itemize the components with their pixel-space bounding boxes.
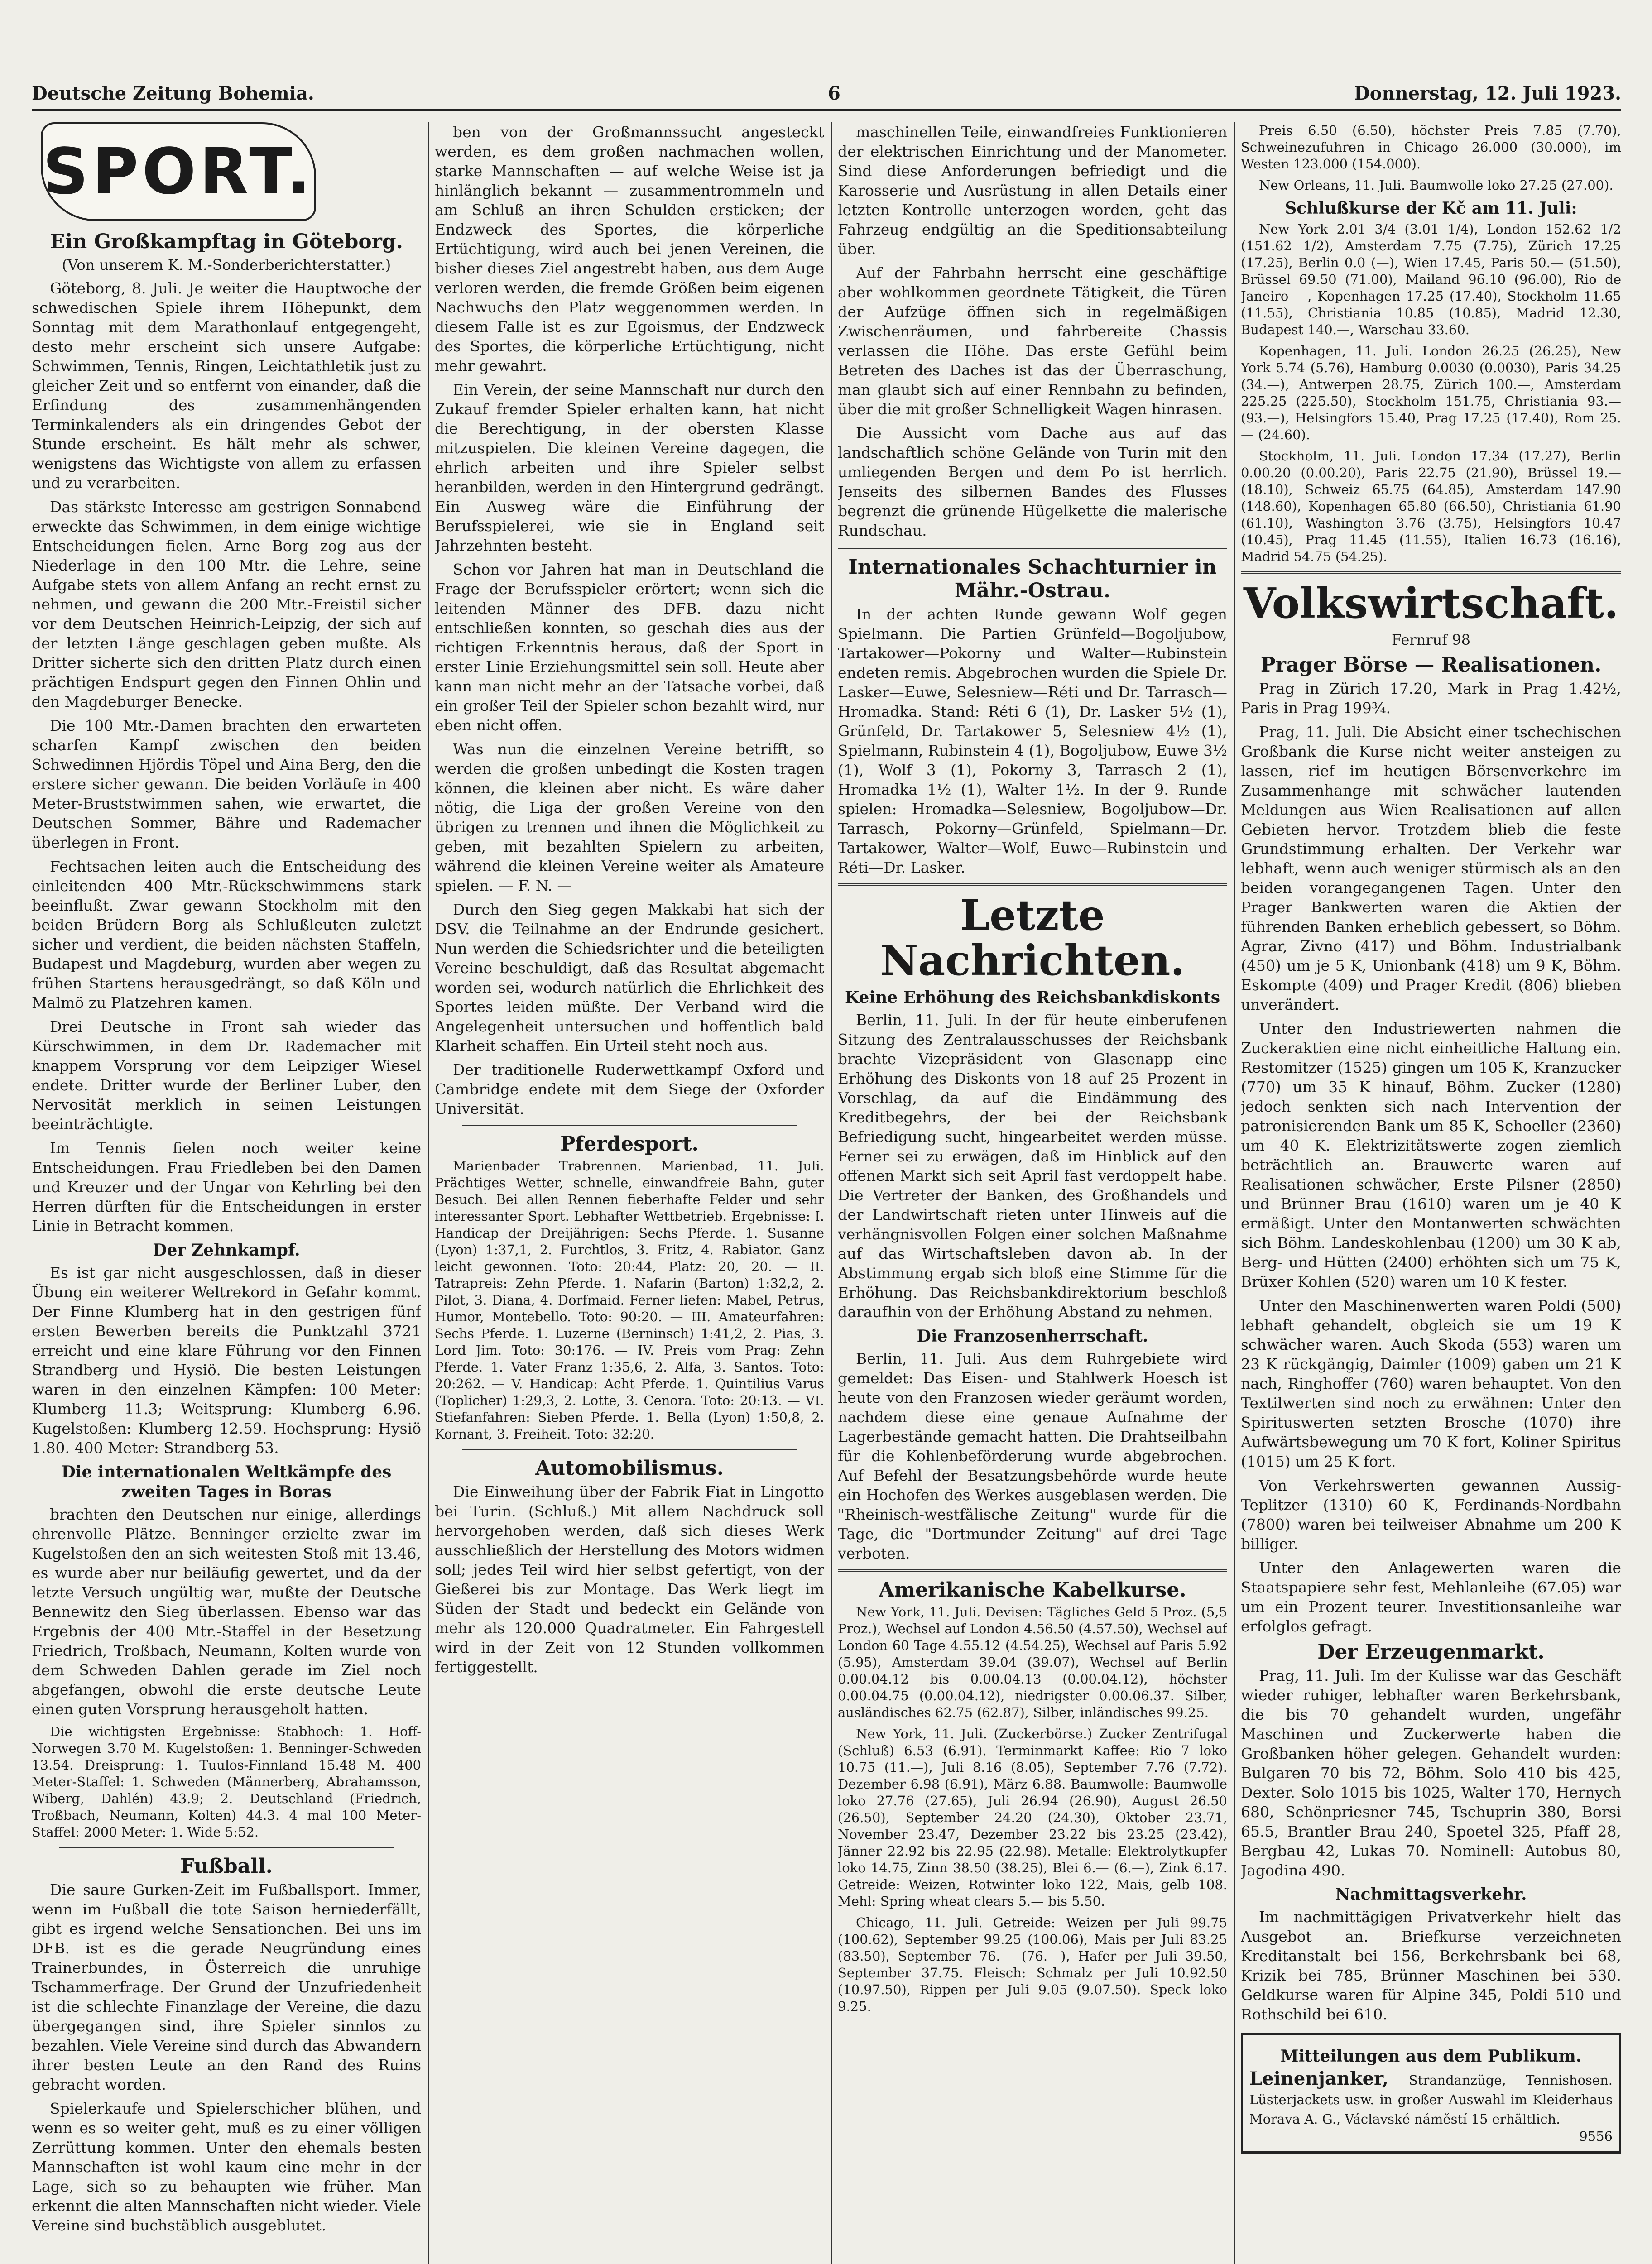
paragraph: Die saure Gurken-Zeit im Fußballsport. Immer, wenn im Fußball die tote Saison herniederfällt, gibt es irgend welche Sensationchen. Bei uns im DFB. ist es die gerade Neugründung eines Trainerbundes, in Österreich die unruhige Tschammerfrage. Der Grund der Unzufriedenheit ist die schlechte Finanzlage der Vereine, die dazu übergegangen sind, ihre Spieler sinnlos zu bezahlen. Viele Vereine sind durch das Abwandern ihrer besten Leute an den Rand des Ruins gebracht worden. — [32, 1881, 421, 2093]
paragraph: Von Verkehrswerten gewannen Aussig-Teplitzer (1310) 60 K, Ferdinands-Nordbahn (7800) waren bei teilweiser Abnahme um 200 K billiger. — [1241, 1477, 1621, 1553]
paragraph: Drei Deutsche in Front sah wieder das Kürschwimmen, in dem Dr. Rademacher mit knappem Vorsprung vor dem Leipziger Wiesel endete. Dritter wurde der Berliner Luber, den Nervosität merklich in seinen Leistungen beeinträchtigte. — [32, 1018, 421, 1133]
paragraph: Die Einweihung über der Fabrik Fiat in Lingotto bei Turin. (Schluß.) Mit allem Nachdruck soll hervorgehoben werden, daß sich dieses Werk ausschließlich der Herstellung des Motors widmen soll; jedes Teil wird hier selbst gefertigt, von der Gießerei bis zur Montage. Das Werk liegt im Süden der Stadt und bedeckt ein Gelände von mehr als 120.000 Quadratmeter. Ein Fahrgestell wird in der Zeit von 12 Stunden vollkommen fertiggestellt. — [435, 1483, 824, 1676]
paragraph: Prag in Zürich 17.20, Mark in Prag 1.42½, Paris in Prag 199¾. — [1241, 680, 1621, 717]
paragraph: New York, 11. Juli. Devisen: Tägliches Geld 5 Proz. (5,5 Proz.), Wechsel auf London 4.56.50 (4.57.50), Wechsel auf London 60 Tage 4.55.12 (4.54.25), Wechsel auf Paris 5.92 (5.95), Amsterdam 39.04 (39.07), Wechsel auf Berlin 0.00.04.12 bis 0.00.04.13 (0.00.04.12), höchster 0.00.04.75 (0.00.04.12), niedrigster 0.00.06.37. Silber, ausländisches 62.75 (62.87), Silber, inländisches 99.25. — [838, 1604, 1227, 1720]
paragraph: Im Tennis fielen noch weiter keine Entscheidungen. Frau Friedleben bei den Damen und Kreuzer und der Ungar von Kehrling bei den Herren dürften für die Entscheidungen in erster Linie in Betracht kommen. — [32, 1139, 421, 1235]
paragraph: Ein Verein, der seine Mannschaft nur durch den Zukauf fremder Spieler erhalten kann, hat nicht die Berechtigung, in der obersten Klasse mitzuspielen. Die kleinen Vereine dagegen, die ehrlich arbeiten und ihre Spieler selbst heranbilden, werden in den Hintergrund gedrängt. Ein Ausweg wäre die Einführung der Berufsspielerei, wie sie in England seit Jahrzehnten besteht. — [435, 381, 824, 554]
paragraph: Prag, 11. Juli. Die Absicht einer tschechischen Großbank die Kurse nicht weiter ansteigen zu lassen, rief im heutigen Börsenverkehre im Zusammenhange mit schwächer lautenden Meldungen aus Wien Realisationen auf allen Gebieten hervor. Trotzdem blieb die feste Grundstimmung erhalten. Der Verkehr war lebhaft, wenn auch weniger stürmisch als an den beiden vorangegangenen Tagen. Unter den Prager Bankwerten waren die Aktien der führenden Banken erheblich gebessert, so Böhm. Agrar, Zivno (417) und Böhm. Industrialbank (450) um je 5 K, Unionbank (418) um 9 K, Böhm. Eskompte (409) und Prager Kredit (806) blieben unverändert. — [1241, 723, 1621, 1013]
section-heading: Schlußkurse der Kč am 11. Juli: — [1285, 199, 1577, 218]
paragraph: Göteborg, 8. Juli. Je weiter die Hauptwoche der schwedischen Spiele ihrem Höhepunkt, dem Sonntag mit dem Marathonlauf entgegengeht, desto mehr erscheint sich unsere Aufgabe: Schwimmen, Tennis, Ringen, Leichtathletik just zu gleicher Zeit und so entfernt von einander, daß die Erfindung des zusammenhängenden Terminkalenders als ein dringendes Gebot der Stunde erscheint. Es hält mehr als schwer, wenigstens das Wichtigste von allem zu erfassen und zu verarbeiten. — [32, 279, 421, 492]
paragraph: Im nachmittägigen Privatverkehr hielt das Ausgebot an. Briefkurse verzeichneten Kreditanstalt bei 156, Berkehrsbank bei 68, Krizik bei 785, Brünner Maschinen bei 530. Geldkurse waren für Alpine 345, Poldi 510 und Rothschild bei 610. — [1241, 1908, 1621, 2023]
paragraph: Chicago, 11. Juli. Getreide: Weizen per Juli 99.75 (100.62), September 99.25 (100.06), Mais per Juli 83.25 (83.50), September 76.— (76.—), Hafer per Juli 39.50, September 37.75. Fleisch: Schmalz per Juli 10.92.50 (10.97.50), Rippen per Juli 9.05 (9.07.50). Speck loko 9.25. — [838, 1915, 1227, 2014]
divider — [462, 1449, 797, 1450]
paragraph: Die wichtigsten Ergebnisse: Stabhoch: 1. Hoff-Norwegen 3.70 M. Kugelstoßen: 1. Benninger-Schweden 13.54. Dreisprung: 1. Tuulos-Finnland 15.48 M. 400 Meter-Staffel: 1. Schweden (Männerberg, Abrahamsson, Wiberg, Dahlén) 43.9; 2. Deutschland (Friedrich, Troßbach, Neumann, Kolten) 44.3. 4 mal 100 Meter-Staffel: 2000 Meter: 1. Wide 5:52. — [32, 1724, 421, 1840]
section-heading: Amerikanische Kabelkurse. — [879, 1578, 1186, 1602]
paragraph: Auf der Fahrbahn herrscht eine geschäftige aber wohlkommen geordnete Tätigkeit, die Türen der Aufzüge öffnen sich in regelmäßigen Zwischenräumen, und fahrbereite Chassis verlassen die Höhe. Das erste Gefühl beim Betreten des Daches ist das der Überraschung, man glaubt sich auf einer Rennbahn zu befinden, über die mit großer Schnelligkeit Wagen hinrasen. — [838, 264, 1227, 418]
column-rule — [428, 122, 429, 2264]
article-byline: (Von unserem K. M.-Sonderberichterstatter.) — [62, 256, 391, 273]
subheading: Prager Börse — Realisationen. — [1260, 653, 1602, 676]
phone-line: Fernruf 98 — [1392, 631, 1470, 648]
ad-number: 9556 — [1579, 2129, 1613, 2144]
column-4 — [1241, 122, 1621, 2264]
paragraph: Preis 6.50 (6.50), höchster Preis 7.85 (7.70), Schweinezufuhren in Chicago 26.000 (30.000), im Westen 123.000 (154.000). — [1241, 123, 1621, 172]
subheading: Keine Erhöhung des Reichsbankdiskonts — [845, 988, 1220, 1007]
section-heading: Automobilismus. — [535, 1457, 724, 1480]
paragraph: Unter den Anlagewerten waren die Staatspapiere sehr fest, Mehlanleihe (67.05) war um ein Prozent teurer. Investitionsanleihe war erfolglos gefragt. — [1241, 1559, 1621, 1635]
column-rule — [831, 122, 832, 2264]
divider — [838, 1569, 1227, 1572]
section-heading: Letzte Nachrichten. — [880, 891, 1185, 985]
paragraph: ben von der Großmannssucht angesteckt werden, es dem großen nachmachen wollen, starke Mannschaften — auf welche Weise ist ja hinlänglich bekannt — zusammentrommeln und am Schluß an ihren Schulden ersticken; der Endzweck des Sportes, die körperliche Ertüchtigung, wird auch bei jenen Vereinen, die bisher dieses Ziel angestrebt haben, aus dem Auge verloren werden, die fremde Größen beim eigenen Nachwuchs den Platz weggenommen werden. In diesem Falle ist es zur Egoismus, der Endzweck des Sportes, die körperliche Ertüchtigung, nicht mehr gewahrt. — [435, 123, 824, 374]
issue-date: Donnerstag, 12. Juli 1923. — [1354, 83, 1621, 104]
subheading: Der Erzeugenmarkt. — [1317, 1640, 1545, 1664]
paragraph: brachten den Deutschen nur einige, allerdings ehrenvolle Plätze. Benninger erzielte zwar im Kugelstoßen den an sich weitesten Stoß mit 13.46, es wurde aber nur beiläufig gewertet, und da der letzte Versuch ungültig war, mußte der Deutsche Bennewitz den Sieg überlassen. Ebenso war das Ergebnis der 400 Mtr.-Staffel in der Besetzung Friedrich, Troßbach, Neumann, Kolten wurde von dem Schweden Dahlen gerade im Ziel noch abgefangen, obwohl die erste deutsche Leute einen guten Vorsprung herausgeholt hatten. — [32, 1506, 421, 1718]
paragraph: Marienbader Trabrennen. Marienbad, 11. Juli. Prächtiges Wetter, schnelle, einwandfreie Bahn, guter Besuch. Bei allen Rennen fieberhafte Felder und sehr interessanter Sport. Lebhafter Wettbetrieb. Ergebnisse: I. Handicap der Dreijährigen: Sechs Pferde. 1. Susanne (Lyon) 1:37,1, 2. Furchtlos, 3. Fritz, 4. Rabiator. Ganz leicht gewonnen. Toto: 20:44, Platz: 20, 20. — II. Tatrapreis: Zehn Pferde. 1. Nafarin (Barton) 1:32,2, 2. Pilot, 3. Diana, 4. Dorfmaid. Ferner liefen: Mabel, Petrus, Humor, Montebello. Toto: 90:20. — III. Amateurfahren: Sechs Pferde. 1. Luzerne (Berninsch) 1:41,2, 2. Pias, 3. Lord Jim. Toto: 30:176. — IV. Preis vom Prag: Zehn Pferde. 1. Vater Franz 1:35,6, 2. Alfa, 3. Santos. Toto: 20:262. — V. Handicap: Acht Pferde. 1. Quintilius Varus (Toplicher) 1:29,3, 2. Lotte, 3. Cenora. Toto: 20:13. — VI. Stiefanfahren: Sieben Pferde. 1. Bella (Lyon) 1:50,8, 2. Kornant, 3. Freiheit. Toto: 32:20. — [435, 1158, 824, 1442]
divider — [462, 1125, 797, 1126]
paragraph: Stockholm, 11. Juli. London 17.34 (17.27), Berlin 0.00.20 (0.00.20), Paris 22.75 (21.90), Brüssel 19.— (18.10), Schweiz 65.75 (64.85), Amsterdam 147.90 (148.60), Kopenhagen 65.80 (66.50), Christiania 61.90 (61.10), Washington 3.76 (3.75), Helsingfors 10.47 (10.45), Prag 11.45 (11.55), Italien 16.73 (16.16), Madrid 54.75 (54.25). — [1241, 448, 1621, 564]
divider — [1241, 571, 1621, 574]
paragraph: Fechtsachen leiten auch die Entscheidung des einleitenden 400 Mtr.-Rückschwimmens stark beeinflußt. Zwar gewann Stockholm mit den beiden Brüdern Borg als Schlußleuten zuletzt sicher und verdient, die beiden nächsten Staffeln, Budapest und Magdeburg, wurden aber wegen zu frühen Startens herausgedrängt, so daß Köln und Malmö zu Platzehren kamen. — [32, 858, 421, 1012]
column-rule — [1234, 122, 1235, 2264]
masthead — [32, 68, 1621, 111]
column-3 — [838, 122, 1227, 2264]
paragraph: Berlin, 11. Juli. In der für heute einberufenen Sitzung des Zentralausschusses der Reichsbank brachte Vizepräsident von Glasenapp eine Erhöhung des Diskonts von 18 auf 25 Prozent in Vorschlag, da auf die Eindämmung des Kreditbegehrs, der bei der Reichsbank Befriedigung sucht, hingearbeitet werden müsse. Ferner sei zu erwägen, daß im Hinblick auf den offenen Markt sich seit April fast verdoppelt habe. Die Vertreter der Banken, des Großhandels und der Landwirtschaft rieten unter Hinweis auf die verhängnisvollen Folgen einer solchen Maßnahme auf das Wirtschaftsleben davon ab. In der Abstimmung ergab sich bloß eine Stimme für die Erhöhung. Das Reichsbankdirektorium beschloß daraufhin von der Erhöhung Abstand zu nehmen. — [838, 1011, 1227, 1321]
section-heading: Der Zehnkampf. — [153, 1241, 300, 1260]
section-heading: Internationales Schachturnier in Mähr.-Ostrau. — [848, 556, 1217, 602]
paragraph: Prag, 11. Juli. Im der Kulisse war das Geschäft wieder ruhiger, lebhafter waren Berkehrsbank, die bis 70 gehandelt wurden, ungefähr Maschinen und Zuckerwerte haben die Großbanken höher gelegen. Gehandelt wurden: Bulgaren 70 bis 72, Böhm. Solo 410 bis 425, Dexter. Solo 1015 bis 1025, Walter 170, Hernych 680, Schönpriesner 745, Tschuprin 380, Borsi 65.5, Brantler Brau 240, Spoetel 325, Pfaff 28, Bergbau 42, Lukas 70. Nominell: Autobus 80, Jagodina 490. — [1241, 1667, 1621, 1879]
paragraph: Unter den Industriewerten nahmen die Zuckeraktien eine nicht einheitliche Haltung ein. Restomitzer (1525) gingen um 105 K, Kranzucker (770) um 35 K hinauf, Böhm. Zucker (1280) jedoch senkten sich nach Intervention der patronisierenden Bank um 85 K, Schoeller (2360) um 40 K. Elektrizitätswerte zogen ziemlich beträchtlich an. Brauwerte waren auf Realisationen schwächer, Erste Pilsner (2850) und Brünner Brau (1610) waren um je 40 K ermäßigt. Unter den Montanwerten schwächten sich Böhm. Landeskohlenbau (1200) um 30 K ab, Berg- und Hütten (2400) erhöhten sich um 75 K, Brüxer Kohlen (520) waren um 10 K fester. — [1241, 1020, 1621, 1290]
paragraph: New York 2.01 3/4 (3.01 1/4), London 152.62 1/2 (151.62 1/2), Amsterdam 7.75 (7.75), Zürich 17.25 (17.25), Berlin 0.0 (—), Wien 17.45, Paris 50.— (51.50), Brüssel 69.50 (71.00), Mailand 96.10 (96.00), Rio de Janeiro —, Kopenhagen 17.25 (17.40), Stockholm 11.65 (11.55), Christiania 10.85 (10.85), Madrid 12.30, Budapest 140.—, Warschau 33.60. — [1241, 221, 1621, 337]
advertisement-box — [1241, 2033, 1621, 2154]
subheading: Nachmittagsverkehr. — [1335, 1885, 1527, 1904]
paragraph: In der achten Runde gewann Wolf gegen Spielmann. Die Partien Grünfeld—Bogoljubow, Tartakower—Pokorny und Walter—Rubinstein endeten remis. Abgebrochen wurden die Spiele Dr. Lasker—Euwe, Selesniew—Réti und Dr. Tarrasch—Hromadka. Stand: Réti 6 (1), Dr. Lasker 5½ (1), Grünfeld, Dr. Tartakower 5, Selesniew 4½ (1), Spielmann, Rubinstein 4 (1), Bogoljubow, Euwe 3½ (1), Wolf 3 (1), Pokorny 3, Tarrasch 2 (1), Hromadka 1½ (1), Walter 1½. In der 9. Runde spielen: Hromadka—Selesniew, Bogoljubow—Dr. Tarrasch, Pokorny—Grünfeld, Spielmann—Dr. Tartakower, Walter—Wolf, Euwe—Rubinstein und Réti—Dr. Lasker. — [838, 605, 1227, 876]
article-title: Ein Großkampftag in Göteborg. — [50, 230, 403, 253]
paragraph: Das stärkste Interesse am gestrigen Sonnabend erweckte das Schwimmen, in dem einige wichtige Entscheidungen fielen. Arne Borg zog aus der Niederlage in den 100 Mtr. die Lehre, seine Aufgabe stets von allem Anfang an recht ernst zu nehmen, und gewann die 200 Mtr.-Freistil sicher vor dem Deutschen Heinrich-Leipzig, der sich auf der letzten Länge geschlagen geben mußte. Als Dritter sicherte sich den dritten Platz durch einen prächtigen Endspurt gegen den Finnen Ohlin und den Magdeburger Benecke. — [32, 498, 421, 710]
paragraph: Die Aussicht vom Dache aus auf das landschaftlich schöne Gelände von Turin mit den umliegenden Bergen und dem Po ist herrlich. Jenseits des silbernen Bandes des Flusses begrenzt die grünende Hügelkette die malerische Rundschau. — [838, 424, 1227, 539]
paragraph: New Orleans, 11. Juli. Baumwolle loko 27.25 (27.00). — [1259, 177, 1614, 193]
paragraph: Unter den Maschinenwerten waren Poldi (500) lebhaft gehandelt, obgleich sie um 19 K schwächer waren. Auch Skoda (553) waren um 23 K rückgängig, Daimler (1009) gaben um 21 K nach, Ringhoffer (760) waren behauptet. Von den Textilwerten sind noch zu erwähnen: Unter den Spirituswerten setzten Brosche (1070) ihre Aufwärtsbewegung um 70 K fort, Koliner Spiritus (1015) um 25 K fort. — [1241, 1297, 1621, 1470]
paragraph: Durch den Sieg gegen Makkabi hat sich der DSV. die Teilnahme an der Endrunde gesichert. Nun werden die Schiedsrichter und die beteiligten Vereine beschuldigt, daß das Resultat abgemacht worden sei, wodurch natürlich die Ehrlichkeit des Sportes leiden müßte. Der Verband wird die Angelegenheit untersuchen und hoffentlich bald Klarheit schaffen. Ein Urteil steht noch aus. — [435, 901, 824, 1055]
section-heading: Pferdesport. — [560, 1132, 699, 1156]
paragraph: maschinellen Teile, einwandfreies Funktionieren der elektrischen Einrichtung und der Manometer. Sind diese Anforderungen befriedigt und die Karosserie und Ausrüstung in allen Details einer letzten Kontrolle unterzogen worden, geht das Fahrzeug endgültig an die Speditionsabteilung über. — [838, 123, 1227, 258]
paper-name: Deutsche Zeitung Bohemia. — [32, 83, 314, 104]
divider — [838, 547, 1227, 549]
paragraph: Die 100 Mtr.-Damen brachten den erwarteten scharfen Kampf zwischen den beiden Schwedinnen Hjördis Töpel und Aina Berg, den die erstere sicher gewann. Die beiden Vorläufe in 400 Meter-Bruststwimmen sahen, wie erwartet, die Deutschen Sommer, Bähre und Rademacher überlegen in Front. — [32, 717, 421, 851]
column-2 — [435, 122, 824, 2264]
ad-title: Leinenjanker, — [1249, 2068, 1389, 2089]
paragraph: Spielerkaufe und Spielerschicher blühen, und wenn es so weiter geht, muß es zu einer völligen Zerrüttung kommen. Unter den ehemals besten Mannschaften ist wohl kaum eine mehr in der Lage, sich so zu behaupten wie früher. Man erkennt die alten Mannschaften nicht wieder. Viele Vereine sind buchstäblich ausgeblutet. — [32, 2100, 421, 2234]
paragraph: Der traditionelle Ruderwettkampf Oxford und Cambridge endete mit dem Siege der Oxforder Universität. — [435, 1061, 824, 1118]
paragraph: Berlin, 11. Juli. Aus dem Ruhrgebiete wird gemeldet: Das Eisen- und Stahlwerk Hoesch ist heute von den Franzosen wieder geräumt worden, nachdem diese eine genaue Aufnahme der Lagerbestände gemacht hatten. Die Drahtseilbahn für die Kohlenbeförderung wurde abgebrochen. Auf Befehl der Besatzungsbehörde wurde heute ein Hochofen des Werkes ausgeblasen werden. Die "Rheinisch-westfälische Zeitung" wurde für die Tage, die "Dortmunder Zeitung" auf drei Tage verboten. — [838, 1350, 1227, 1562]
divider — [838, 883, 1227, 886]
paragraph: Es ist gar nicht ausgeschlossen, daß in dieser Übung ein weiterer Weltrekord in Gefahr kommt. Der Finne Klumberg hat in den gestrigen fünf ersten Bewerben bereits die Punktzahl 3721 erreicht und eine klare Führung vor den Finnen Strandberg und Hysiö. Die besten Leistungen waren in den einzelnen Kämpfen: 100 Meter: Klumberg 11.3; Weitsprung: Klumberg 6.96. Kugelstoßen: Klumberg 12.59. Hochsprung: Hysiö 1.80. 400 Meter: Strandberg 53. — [32, 1264, 421, 1457]
subheading: Die Franzosenherrschaft. — [917, 1327, 1148, 1346]
section-heading: Mitteilungen aus dem Publikum. — [1280, 2047, 1582, 2066]
paragraph: Schon vor Jahren hat man in Deutschland die Frage der Berufsspieler erörtert; wenn sich die leitenden Männer des DFB. dazu nicht entschließen konnten, so geschah dies aus der richtigen Erkenntnis heraus, daß der Sport in erster Linie Erziehungsmittel sein soll. Heute aber kann man nicht mehr an der Tatsache vorbei, daß ein großer Teil der Spieler schon bezahlt wird, nur eben nicht offen. — [435, 561, 824, 734]
column-1 — [32, 122, 421, 2264]
paragraph: New York, 11. Juli. (Zuckerbörse.) Zucker Zentrifugal (Schluß) 6.53 (6.91). Terminmarkt Kaffee: Rio 7 loko 10.75 (11.—), Juli 8.16 (8.05), September 7.76 (7.72). Dezember 6.98 (6.91), März 6.88. Baumwolle: Baumwolle loko 27.76 (27.65), Juli 26.94 (26.90), August 26.50 (26.50), September 24.20 (24.30), Oktober 23.71, November 23.47, Dezember 23.22 bis 23.25 (23.42), Jänner 22.92 bis 22.95 (22.98). Metalle: Elektrolytkupfer loko 14.75, Zinn 38.50 (38.25), Blei 6.— (6.—), Zink 6.17. Getreide: Weizen, Rotwinter loko 122, Mais, gelb 108. Mehl: Spring wheat clears 5.— bis 5.50. — [838, 1726, 1227, 1909]
paragraph: Kopenhagen, 11. Juli. London 26.25 (26.25), New York 5.74 (5.76), Hamburg 0.0030 (0.0030), Paris 34.25 (34.—), Antwerpen 28.75, Zürich 100.—, Amsterdam 225.25 (225.50), Stockholm 151.75, Christiania 93.— (93.—), Helsingfors 15.40, Prag 17.25 (17.40), Rom 25.— (24.60). — [1241, 343, 1621, 442]
sport-logo: SPORT. — [41, 122, 316, 221]
paragraph: Was nun die einzelnen Vereine betrifft, so werden die großen unbedingt die Kosten tragen können, die kleinen aber nicht. Es wäre daher nötig, die Liga der großen Vereine von den übrigen zu trennen und ihnen die Möglichkeit zu geben, mit bezahlten Spielern zu arbeiten, während die kleinen Vereine weiter als Amateure spielen. — F. N. — — [435, 740, 824, 894]
section-heading: Volkswirtschaft. — [1243, 579, 1619, 628]
section-heading: Die internationalen Weltkämpfe des zweiten Tages in Boras — [61, 1463, 392, 1501]
newspaper-page — [32, 68, 1621, 2264]
divider — [59, 1847, 394, 1848]
ad-text: Strandanzüge, Tennishosen. Lüsterjackets usw. in großer Auswahl im Kleiderhaus Morava A. G., Václavské náměstí 15 erhältlich. — [1249, 2072, 1613, 2127]
section-heading: Fußball. — [180, 1855, 273, 1878]
page-number: 6 — [828, 83, 840, 104]
